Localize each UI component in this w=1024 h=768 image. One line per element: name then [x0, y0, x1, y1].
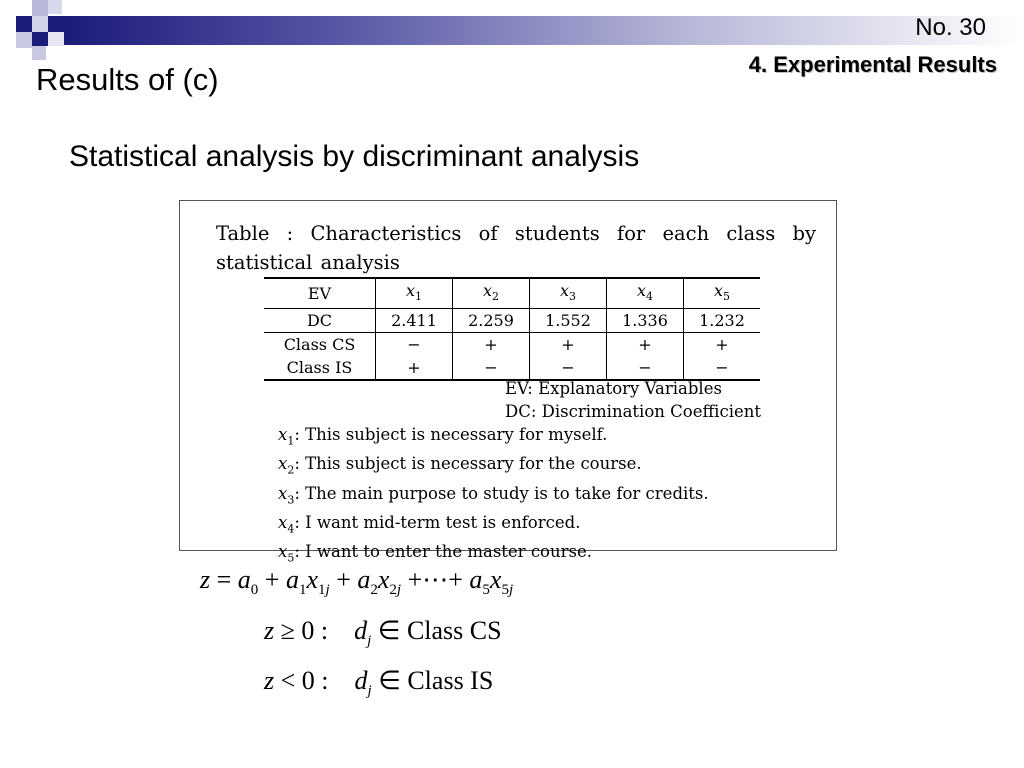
abbreviation-item: DC: Discrimination Coefficient — [505, 402, 761, 421]
table-header-cell: $x_5$ — [684, 278, 761, 309]
slide-title: Results of (c) — [36, 62, 219, 97]
deco-square — [48, 32, 64, 46]
section-title: 4. Experimental Results — [748, 52, 997, 77]
variable-definition: $x_4$: I want mid-term test is enforced. — [278, 512, 581, 536]
table-cell: 2.411 — [376, 309, 453, 333]
table-caption: Table : Characteristics of students for each class by statistical analysis — [216, 222, 816, 274]
table-cell: 2.259 — [453, 309, 530, 333]
abbreviation-legend — [505, 377, 761, 423]
table-header-row — [264, 278, 760, 309]
table-header-cell: $x_2$ — [453, 278, 530, 309]
characteristics-table — [264, 277, 760, 381]
table-cell: − — [684, 356, 761, 380]
table-cell: + — [715, 335, 729, 355]
table-cell: − — [453, 356, 530, 380]
table-cell: + — [607, 333, 684, 357]
table-cell: 1.232 — [684, 309, 761, 333]
table-row-class-cs — [264, 333, 760, 357]
table-header-cell: $x_1$ — [376, 278, 453, 309]
table-cell: + — [530, 333, 607, 357]
table-header-cell: EV — [264, 278, 376, 309]
variable-definition: $x_2$: This subject is necessary for the course. — [278, 454, 642, 477]
table-cell: + — [376, 356, 453, 380]
header-gradient-bar — [64, 16, 1024, 45]
deco-square — [32, 32, 48, 46]
deco-square — [16, 32, 32, 48]
discriminant-function-equation: $z = a_0 + a_1x_{1j} + a_2x_{2j}$ +⋯+ $a_5x_{5j}$ — [200, 565, 514, 599]
deco-square — [32, 16, 48, 32]
deco-square — [48, 0, 62, 14]
table-header-cell: $x_4$ — [607, 278, 684, 309]
classification-rule-cs: z ≥ 0 : $d_j$ ∈ Class CS — [264, 616, 502, 650]
deco-square — [48, 16, 64, 32]
slide-number: No. 30 — [915, 14, 986, 41]
abbreviation-item: EV: Explanatory Variables — [505, 379, 722, 398]
table-cell: + — [453, 333, 530, 357]
table-header-cell: $x_3$ — [530, 278, 607, 309]
table-cell: − — [607, 356, 684, 380]
table-cell: 1.552 — [530, 309, 607, 333]
table-cell: 1.336 — [607, 309, 684, 333]
table-row-label: DC — [264, 309, 376, 333]
deco-square — [32, 0, 48, 16]
table-row-label: Class CS — [264, 333, 376, 357]
variable-definition: $x_1$: This subject is necessary for myself. — [278, 425, 608, 448]
table-cell: − — [376, 333, 453, 357]
slide-subtitle: Statistical analysis by discriminant analysis — [69, 140, 640, 173]
table-figure — [179, 200, 837, 565]
table-row-label: Class IS — [264, 356, 376, 380]
table-row-dc — [264, 309, 760, 333]
classification-rule-is: z < 0 : $d_j$ ∈ Class IS — [264, 666, 494, 700]
table-cell: − — [530, 356, 607, 380]
variable-definition: $x_5$: I want to enter the master course. — [278, 542, 592, 565]
variable-definitions — [278, 423, 709, 569]
deco-square — [32, 46, 46, 60]
variable-definition: $x_3$: The main purpose to study is to take for credits. — [278, 483, 709, 506]
deco-square — [16, 16, 32, 32]
